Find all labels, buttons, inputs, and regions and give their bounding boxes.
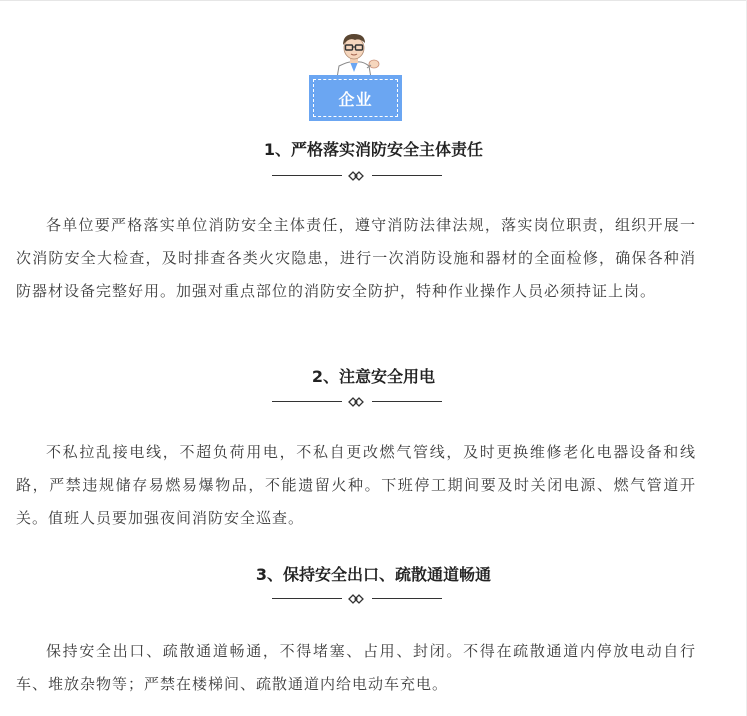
section-2-title: 2、注意安全用电: [311, 367, 436, 386]
section-2-divider: [272, 395, 442, 409]
section-3-divider: [272, 592, 442, 606]
category-badge: [309, 75, 402, 121]
section-2-body: 不私拉乱接电线，不超负荷用电，不私自更改燃气管线，及时更换维修老化电器设备和线路，严禁违规储存易燃易爆物品，不能遗留火种。下班停工期间要及时关闭电源、燃气管道开关。值班人员要加强夜间消防安全巡查。: [16, 443, 696, 527]
doctor-cartoon-icon: [327, 28, 383, 78]
section-1-body: 各单位要严格落实单位消防安全主体责任，遵守消防法律法规，落实岗位职责，组织开展一次消防安全大检查，及时排查各类火灾隐患，进行一次消防设施和器材的全面检修，确保各种消防器材设备完整好用。加强对重点部位的消防安全防护，特种作业操作人员必须持证上岗。: [16, 216, 696, 300]
section-3-title: 3、保持安全出口、疏散通道畅通: [255, 565, 492, 584]
category-badge-label: 企业: [313, 79, 398, 117]
category-header: [0, 28, 747, 123]
top-border: [0, 0, 747, 1]
section-1-divider: [272, 169, 442, 183]
section-3-body: 保持安全出口、疏散通道畅通，不得堵塞、占用、封闭。不得在疏散通道内停放电动自行车、堆放杂物等；严禁在楼梯间、疏散通道内给电动车充电。: [16, 642, 696, 693]
ornament-icon: [347, 395, 367, 409]
ornament-icon: [347, 169, 367, 183]
ornament-icon: [347, 592, 367, 606]
section-1-title: 1、严格落实消防安全主体责任: [263, 140, 484, 159]
